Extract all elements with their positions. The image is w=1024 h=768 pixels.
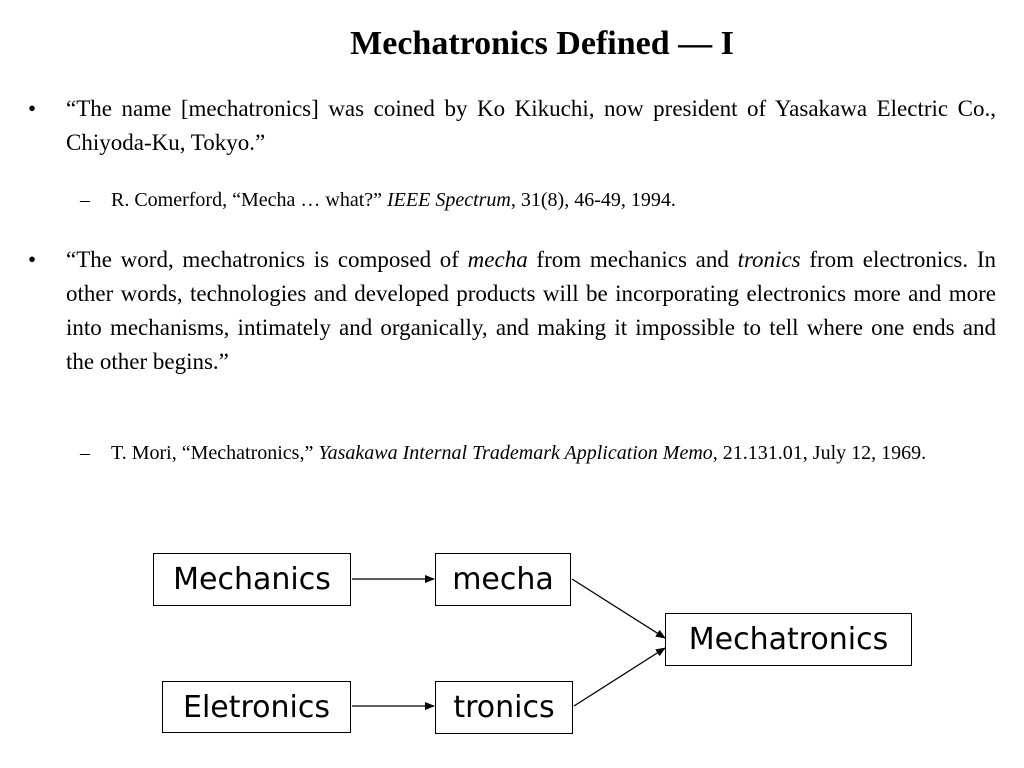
box-electronics: Eletronics xyxy=(162,681,351,733)
citation-1-mark: – xyxy=(80,189,90,211)
slide-title: Mechatronics Defined — I xyxy=(350,25,734,62)
citation-1-journal: IEEE Spectrum xyxy=(387,189,511,211)
citation-2-after: , 21.131.01, July 12, 1969. xyxy=(712,442,927,464)
box-tronics: tronics xyxy=(435,681,573,734)
citation-1-after: , 31(8), 46-49, 1994. xyxy=(510,189,676,211)
bullet-1-text: “The name [mechatronics] was coined by Ko Kikuchi, now president of Yasakawa Electric Co., Chiyoda-Ku, Tokyo.” xyxy=(66,96,996,155)
box-mecha: mecha xyxy=(435,553,571,606)
arrow-tronics-to-mechatronics xyxy=(574,648,665,706)
citation-1-before: R. Comerford, “Mecha … what?” xyxy=(111,189,388,211)
bullet-2-text-a: “The word, mechatronics is composed of xyxy=(66,247,468,272)
citation-2-before: T. Mori, “Mechatronics,” xyxy=(111,442,319,464)
bullet-2-mark: • xyxy=(28,247,37,272)
citation-2-mark: – xyxy=(80,442,90,464)
box-mechanics: Mechanics xyxy=(153,553,351,606)
bullet-2-italic-tronics: tronics xyxy=(737,247,801,272)
bullet-2-text-c: from electronics. In other words, technologies and developed products will be incorporating electronics more and more into mechanisms, intimately and organically, and making it impossible to tell where one ends and the other begins.” xyxy=(66,247,996,374)
arrow-mecha-to-mechatronics xyxy=(572,579,665,638)
bullet-2-text-b: from mechanics and xyxy=(527,247,738,272)
bullet-2-italic-mecha: mecha xyxy=(467,247,528,272)
box-mechatronics: Mechatronics xyxy=(665,613,912,666)
bullet-1-mark: • xyxy=(28,96,37,121)
citation-2-source: Yasakawa Internal Trademark Application Memo xyxy=(318,442,713,464)
